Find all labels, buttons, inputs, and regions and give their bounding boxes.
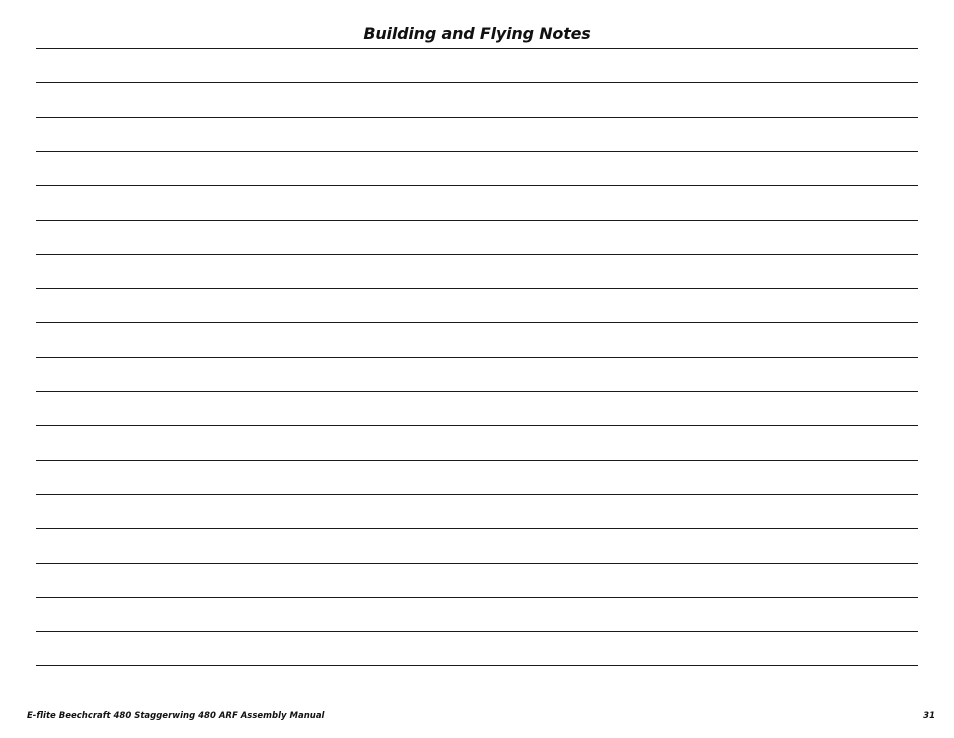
notes-lines-area	[36, 0, 918, 738]
note-line	[36, 82, 918, 83]
footer-page-number: 31	[923, 711, 935, 721]
note-line	[36, 48, 918, 49]
note-line	[36, 665, 918, 666]
note-line	[36, 220, 918, 221]
note-line	[36, 563, 918, 564]
note-line	[36, 631, 918, 632]
note-line	[36, 151, 918, 152]
note-line	[36, 288, 918, 289]
footer-manual-title: E-flite Beechcraft 480 Staggerwing 480 ARF Assembly Manual	[27, 711, 325, 721]
note-line	[36, 425, 918, 426]
note-line	[36, 254, 918, 255]
note-line	[36, 322, 918, 323]
note-line	[36, 528, 918, 529]
note-line	[36, 117, 918, 118]
note-line	[36, 460, 918, 461]
note-line	[36, 357, 918, 358]
page-title: Building and Flying Notes	[363, 24, 591, 43]
note-line	[36, 597, 918, 598]
note-line	[36, 391, 918, 392]
note-line	[36, 494, 918, 495]
note-line	[36, 185, 918, 186]
